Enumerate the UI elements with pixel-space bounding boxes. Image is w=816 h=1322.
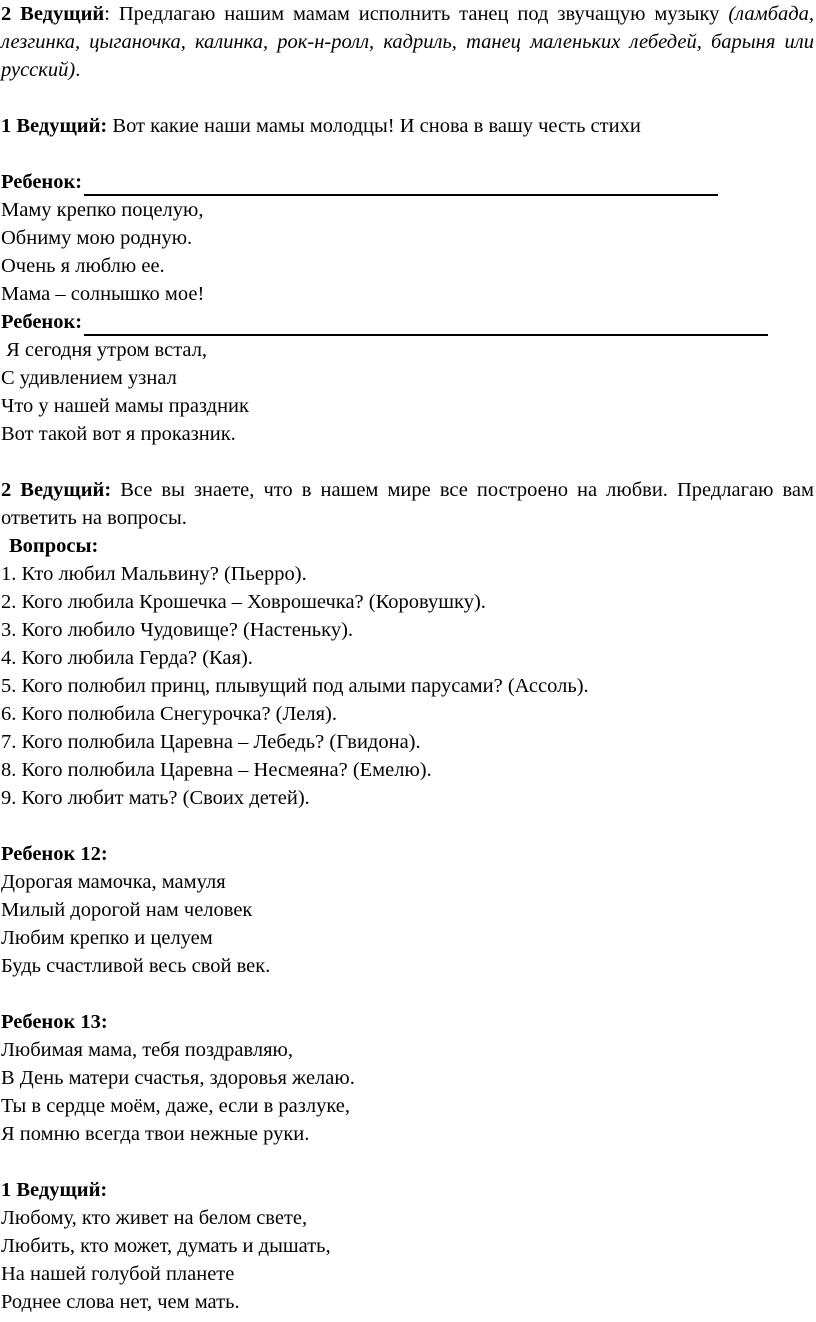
host1b-heading: 1 Ведущий: <box>1 1179 108 1201</box>
questions-heading: Вопросы: <box>9 535 99 557</box>
verse-line: Милый дорогой нам человек <box>1 899 253 921</box>
question-item: 8. Кого полюбила Царевна – Несмеяна? (Емелю). <box>1 759 432 781</box>
verse-line: Я сегодня утром встал, <box>1 339 208 361</box>
verse-line: На нашей голубой планете <box>1 1263 235 1285</box>
speaker-label: 2 Ведущий: <box>1 479 112 501</box>
dance-list: (ламбада, лезгинка, цыганочка, калинка, рок-н-ролл, кадриль, танец маленьких лебедей, барыня или русский) <box>1 3 814 81</box>
verse-line: Будь счастливой весь свой век. <box>1 955 271 977</box>
separator: : <box>104 3 110 25</box>
child1-heading <box>1 168 816 196</box>
speaker-label: 1 Ведущий: <box>1 115 108 137</box>
verse-line: Любимая мама, тебя поздравляю, <box>1 1039 293 1061</box>
verse-line: Вот такой вот я проказник. <box>1 423 236 445</box>
verse-line: Любому, кто живет на белом свете, <box>1 1207 308 1229</box>
speaker-label: 2 Ведущий <box>1 3 105 25</box>
verse-line: Что у нашей мамы праздник <box>1 395 249 417</box>
question-item: 5. Кого полюбил принц, плывущий под алыми парусами? (Ассоль). <box>1 675 589 697</box>
child-label: Ребенок: <box>1 171 83 193</box>
verse-line: С удивлением узнал <box>1 367 177 389</box>
question-item: 9. Кого любит мать? (Своих детей). <box>1 787 310 809</box>
child12-heading: Ребенок 12: <box>1 843 108 865</box>
verse-line: Мама – солнышко мое! <box>1 283 205 305</box>
verse-line: Обниму мою родную. <box>1 227 193 249</box>
verse-line: Очень я люблю ее. <box>1 255 165 277</box>
verse-line: Любить, кто может, думать и дышать, <box>1 1235 331 1257</box>
intro-text: Предлагаю нашим мамам исполнить танец под звучащую музыку <box>109 3 729 25</box>
question-item: 1. Кто любил Мальвину? (Пьерро). <box>1 563 307 585</box>
intro-end: . <box>75 59 81 81</box>
verse-line: Я помню всегда твои нежные руки. <box>1 1123 310 1145</box>
name-blank-line <box>84 314 768 336</box>
name-blank-line <box>84 174 718 196</box>
question-item: 7. Кого полюбила Царевна – Лебедь? (Гвидона). <box>1 731 421 753</box>
host2-paragraph <box>1 476 814 532</box>
host1-text: Вот какие наши мамы молодцы! И снова в вашу честь стихи <box>107 115 641 137</box>
host2-text: Все вы знаете, что в нашем мире все построено на любви. Предлагаю вам ответить на вопросы. <box>1 479 814 529</box>
question-item: 3. Кого любило Чудовище? (Настеньку). <box>1 619 354 641</box>
host1-paragraph <box>1 112 816 140</box>
child-label: Ребенок: <box>1 311 83 333</box>
verse-line: Маму крепко поцелую, <box>1 199 204 221</box>
child2-heading <box>1 308 816 336</box>
verse-line: Любим крепко и целуем <box>1 927 213 949</box>
verse-line: Ты в сердце моём, даже, если в разлуке, <box>1 1095 351 1117</box>
question-item: 4. Кого любила Герда? (Кая). <box>1 647 253 669</box>
question-item: 6. Кого полюбила Снегурочка? (Леля). <box>1 703 337 725</box>
question-item: 2. Кого любила Крошечка – Ховрошечка? (Коровушку). <box>1 591 486 613</box>
verse-line: Дорогая мамочка, мамуля <box>1 871 226 893</box>
intro-paragraph <box>1 0 814 84</box>
child13-heading: Ребенок 13: <box>1 1011 108 1033</box>
verse-line: В День матери счастья, здоровья желаю. <box>1 1067 355 1089</box>
verse-line: Роднее слова нет, чем мать. <box>1 1291 240 1313</box>
